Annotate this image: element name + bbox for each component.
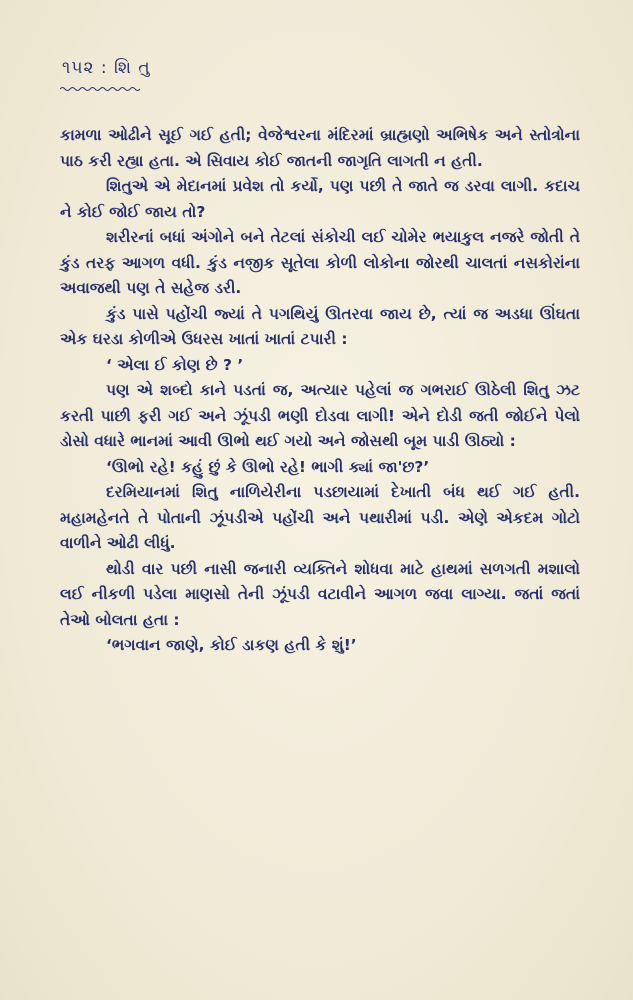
body-text: [60, 123, 580, 659]
paragraph: પણ એ શબ્દો કાને પડતાં જ, અત્યાર પહેલાં જ ગભરાઈ ઊઠેલી શિતુ ઝટ કરતી પાછી ફરી ગઈ અને ઝૂંપડી ભણી દોડવા લાગી! એને દોડી જતી જોઈને પેલો ડોસો વધારે ભાનમાં આવી ઊભો થઈ ગયો અને જોસથી બૂમ પાડી ઊઠ્યો :: [60, 381, 580, 450]
dialogue-line: ‘ એલા ઈ કોણ છે ? ’: [106, 355, 244, 374]
paragraph: થોડી વાર પછી નાસી જનારી વ્યક્તિને શોધવા માટે હાથમાં સળગતી મશાલો લઈ નીકળી પડેલા માણસો તેની ઝૂંપડી વટાવીને આગળ જવા લાગ્યા. જતાં જતાં તેઓ બોલતા હતા :: [60, 559, 580, 629]
paragraph: શરીરનાં બધાં અંગોને બને તેટલાં સંકોચી લઈ ચોમેર ભયાકુલ નજરે જોતી તે કુંડ તરફ આગળ વધી. કુંડ નજીક સૂતેલા કોળી લોકોના જોરથી ચાલતાં નસકોરાંના અવાજથી પણ તે સહેજ ડરી.: [60, 228, 580, 297]
paragraph: કુંડ પાસે પહોંચી જ્યાં તે પગથિયું ઊતરવા જાય છે, ત્યાં જ અડધા ઊંઘતા એક ઘરડા કોળીએ ઉધરસ ખાતાં ખાતાં ટપારી :: [60, 304, 580, 348]
header-wavy-rule: [60, 86, 140, 92]
dialogue-line: ‘ઊભો રહે! કહું છું કે ઊભો રહે! ભાગી ક્યાં જા'છ?’: [106, 457, 430, 476]
paragraph: કામળા ઓઢીને સૂઈ ગઈ હતી; વેજેશ્વરના મંદિરમાં બ્રાહ્મણો અભિષેક અને સ્તોત્રોના પાઠ કરી રહ્યા હતા. એ સિવાય કોઈ જાતની જાગૃતિ લાગતી ન હતી.: [60, 126, 580, 170]
dialogue-line: ‘ભગવાન જાણે, કોઈ ડાકણ હતી કે શું!’: [106, 636, 357, 654]
paragraph: શિતુએ એ મેદાનમાં પ્રવેશ તો કર્યો, પણ પછી તે જાતે જ ડરવા લાગી. કદાચ ને કોઈ જોઈ જાય તો?: [60, 177, 580, 221]
running-head: ૧૫૨ : શિ તુ: [62, 58, 151, 78]
paragraph: દરમિયાનમાં શિતુ નાળિયેરીના પડછાયામાં દેખાતી બંધ થઈ ગઈ હતી. મહામહેનતે તે પોતાની ઝૂંપડીએ પહોંચી અને પથારીમાં પડી. એણે એકદમ ગોટો વાળીને ઓઢી લીધું.: [60, 483, 580, 552]
